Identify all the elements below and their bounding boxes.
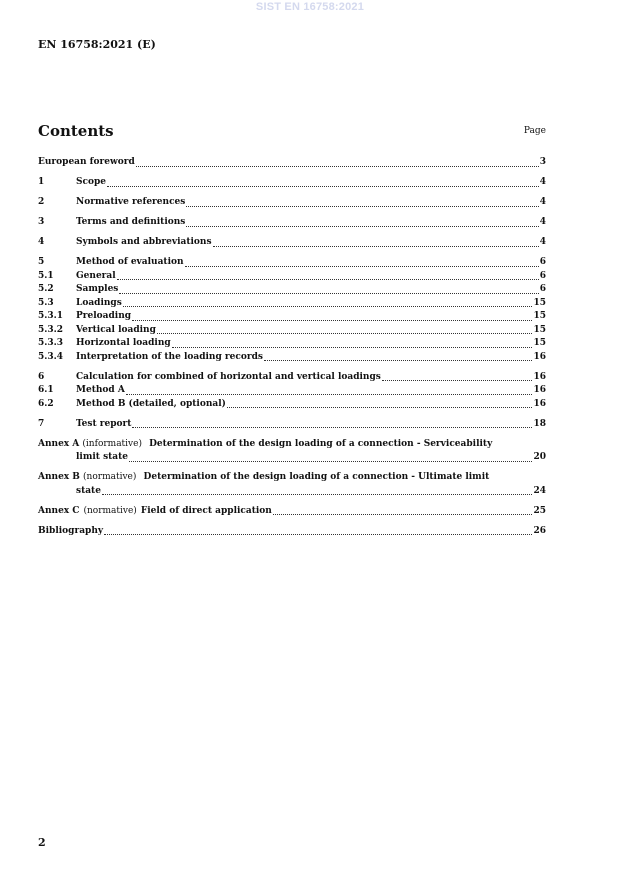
toc-entry-5-1[interactable] <box>38 270 546 284</box>
dot-leader <box>136 166 539 167</box>
toc-page: 3 <box>539 157 546 167</box>
toc-entry-7[interactable] <box>38 418 546 432</box>
toc-entry-annex-a[interactable] <box>38 438 546 465</box>
dot-leader <box>126 394 533 395</box>
table-of-contents <box>38 156 546 538</box>
document-id: EN 16758:2021 (E) <box>38 38 156 51</box>
toc-entry-2[interactable] <box>38 196 546 210</box>
toc-title: Bibliography <box>38 525 104 536</box>
toc-number: 5.3.4 <box>38 351 64 362</box>
toc-title: Method A <box>76 385 125 395</box>
dot-leader <box>213 246 539 247</box>
contents-heading: Contents <box>38 122 114 140</box>
dot-leader <box>117 279 539 280</box>
toc-number: 6.2 <box>38 398 54 409</box>
dot-leader <box>119 293 538 294</box>
toc-page: 18 <box>533 418 546 429</box>
dot-leader <box>186 226 538 227</box>
toc-page: 16 <box>533 385 546 395</box>
toc-entry-annex-c[interactable] <box>38 505 546 519</box>
toc-entry-5-3[interactable] <box>38 297 546 311</box>
toc-number: 5.3 <box>38 297 54 308</box>
page-number: 2 <box>38 836 46 849</box>
toc-page: 26 <box>533 525 546 536</box>
annex-heading-line <box>38 471 546 485</box>
toc-title: Test report <box>76 418 132 429</box>
toc-number: 1 <box>38 177 45 187</box>
annex-title: Determination of the design loading of a connection - Ultimate limit <box>143 472 490 482</box>
toc-title: Terms and definitions <box>76 217 186 227</box>
dot-leader <box>186 206 538 207</box>
toc-title: European foreword <box>38 157 135 167</box>
toc-title: Scope <box>76 177 107 187</box>
toc-page: 16 <box>533 351 546 362</box>
toc-page: 15 <box>533 324 546 335</box>
annex-title-cont: state <box>76 485 101 496</box>
toc-number: 4 <box>38 237 45 247</box>
dot-leader <box>123 306 533 307</box>
toc-number: 5.3.3 <box>38 338 64 348</box>
toc-page: 15 <box>533 297 546 308</box>
toc-title: Loadings <box>76 297 122 308</box>
dot-leader <box>264 360 533 361</box>
annex-continuation <box>38 485 546 499</box>
toc-entry-5-3-1[interactable] <box>38 310 546 324</box>
annex-type: (normative) <box>83 505 137 516</box>
toc-page: 16 <box>533 371 546 382</box>
toc-title: Normative references <box>76 197 186 207</box>
toc-page: 4 <box>539 177 546 187</box>
toc-entry-5-3-4[interactable] <box>38 351 546 365</box>
annex-title: Field of direct application <box>140 505 272 516</box>
toc-number: 5.3.1 <box>38 311 64 321</box>
toc-page: 6 <box>539 257 546 267</box>
toc-title: Method of evaluation <box>76 257 184 267</box>
dot-leader <box>157 333 533 334</box>
toc-page: 15 <box>533 311 546 321</box>
toc-page: 16 <box>533 398 546 409</box>
toc-entry-bibliography[interactable] <box>38 525 546 539</box>
toc-title: Vertical loading <box>76 324 156 335</box>
toc-page: 6 <box>539 270 546 281</box>
toc-entry-foreword[interactable] <box>38 156 546 170</box>
dot-leader <box>132 320 532 321</box>
toc-entry-6-2[interactable] <box>38 398 546 412</box>
toc-number: 5.1 <box>38 270 54 281</box>
toc-title: Method B (detailed, optional) <box>76 398 226 409</box>
toc-entry-4[interactable] <box>38 236 546 250</box>
toc-title: Samples <box>76 284 119 294</box>
toc-entry-1[interactable] <box>38 176 546 190</box>
toc-title: Horizontal loading <box>76 338 171 348</box>
toc-title: General <box>76 270 116 281</box>
toc-number: 2 <box>38 197 45 207</box>
dot-leader <box>185 266 539 267</box>
annex-continuation <box>38 451 546 465</box>
annex-type: (informative) <box>82 438 142 449</box>
dot-leader <box>104 534 532 535</box>
toc-page: 20 <box>533 452 546 462</box>
dot-leader <box>132 427 532 428</box>
toc-entry-5[interactable] <box>38 256 546 270</box>
dot-leader <box>129 461 532 462</box>
toc-number: 7 <box>38 418 45 429</box>
toc-number: 5 <box>38 257 45 267</box>
toc-page: 6 <box>539 284 546 294</box>
toc-number: 6 <box>38 371 45 382</box>
toc-entry-5-2[interactable] <box>38 283 546 297</box>
watermark: SIST EN 16758:2021 <box>255 1 365 13</box>
toc-title: Symbols and abbreviations <box>76 237 212 247</box>
dot-leader <box>227 407 533 408</box>
dot-leader <box>273 514 533 515</box>
toc-title: Interpretation of the loading records <box>76 351 263 362</box>
dot-leader <box>102 494 533 495</box>
dot-leader <box>382 380 533 381</box>
toc-entry-3[interactable] <box>38 216 546 230</box>
toc-page: 4 <box>539 197 546 207</box>
toc-number: 3 <box>38 217 45 227</box>
annex-heading-line <box>38 438 546 452</box>
toc-title: Calculation for combined of horizontal and vertical loadings <box>76 371 381 382</box>
toc-entry-6[interactable] <box>38 371 546 385</box>
annex-title-cont: limit state <box>76 452 129 462</box>
dot-leader <box>172 347 533 348</box>
toc-page: 4 <box>539 217 546 227</box>
toc-entry-6-1[interactable] <box>38 384 546 398</box>
annex-label: Annex A <box>38 438 80 449</box>
toc-entry-annex-b[interactable] <box>38 471 546 498</box>
annex-label: Annex B <box>38 472 80 482</box>
toc-number: 6.1 <box>38 385 54 395</box>
toc-page: 15 <box>533 338 546 348</box>
toc-number: 5.3.2 <box>38 324 64 335</box>
toc-page: 4 <box>539 237 546 247</box>
annex-title: Determination of the design loading of a connection - Serviceability <box>149 438 493 449</box>
toc-page: 25 <box>533 505 546 516</box>
page-column-label: Page <box>523 126 546 136</box>
annex-label: Annex C <box>38 505 80 516</box>
toc-entry-5-3-2[interactable] <box>38 324 546 338</box>
toc-title: Preloading <box>76 311 132 321</box>
toc-page: 24 <box>533 485 546 496</box>
annex-type: (normative) <box>83 472 137 482</box>
toc-entry-5-3-3[interactable] <box>38 337 546 351</box>
toc-number: 5.2 <box>38 284 54 294</box>
dot-leader <box>107 186 539 187</box>
